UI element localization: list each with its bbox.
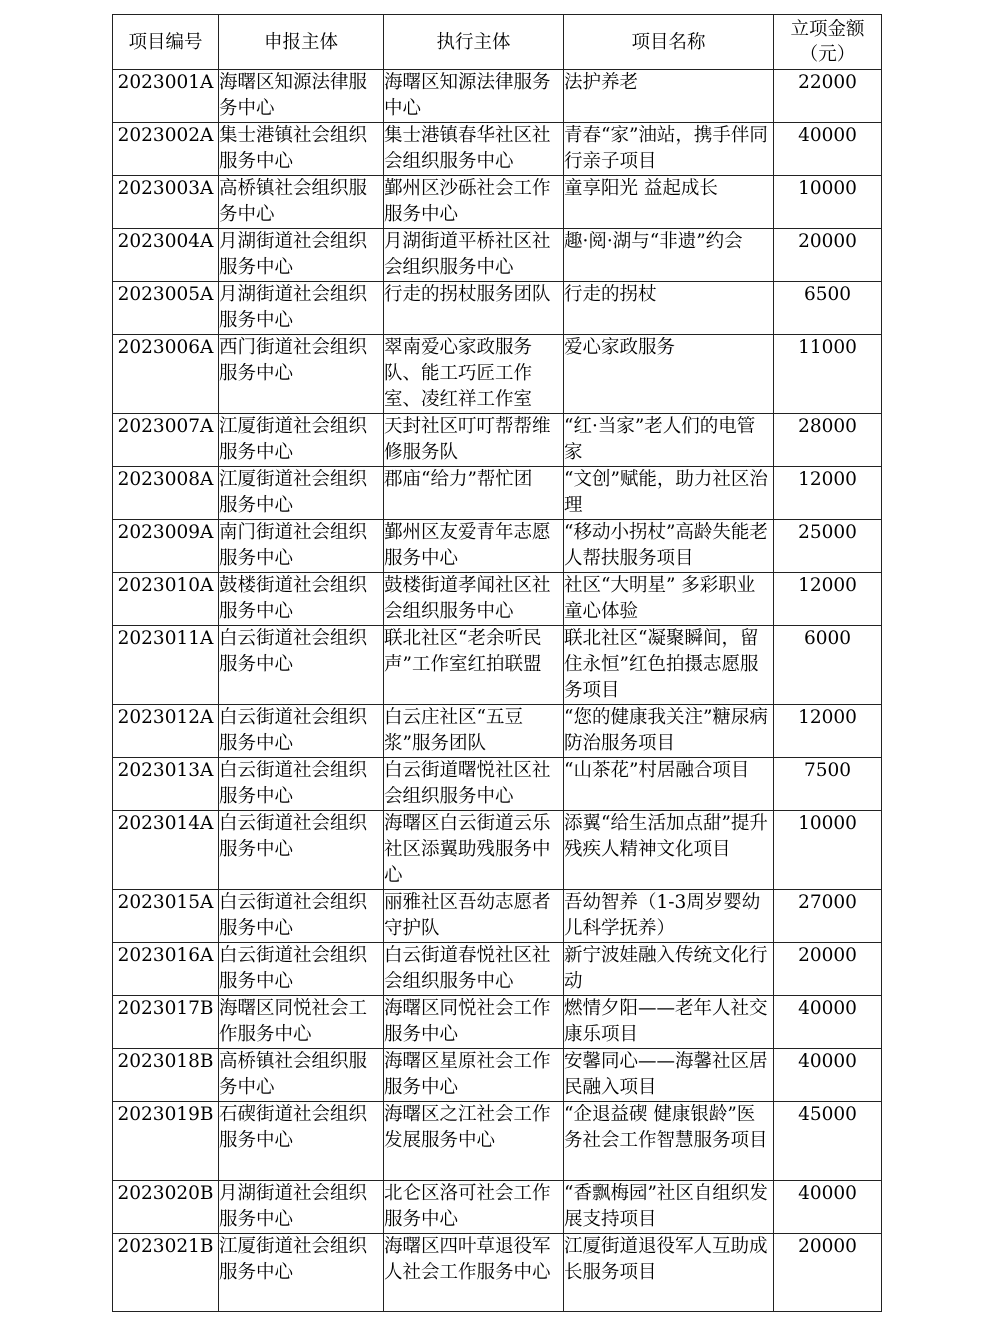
cell-project-code: 2023008A	[113, 467, 219, 520]
cell-applicant: 海曙区知源法律服务中心	[219, 70, 384, 123]
cell-project-name: “香飘梅园”社区自组织发展支持项目	[564, 1181, 774, 1234]
cell-project-name: 童享阳光 益起成长	[564, 176, 774, 229]
cell-project-name: “红·当家”老人们的电管家	[564, 414, 774, 467]
cell-executor: 北仑区洛可社会工作服务中心	[384, 1181, 564, 1234]
cell-project-name: 行走的拐杖	[564, 282, 774, 335]
cell-applicant: 集士港镇社会组织服务中心	[219, 123, 384, 176]
cell-project-code: 2023019B	[113, 1102, 219, 1181]
header-amount: 立项金额（元）	[774, 15, 882, 70]
cell-project-code: 2023013A	[113, 758, 219, 811]
table-row	[113, 943, 882, 996]
cell-executor: 鼓楼街道孝闻社区社会组织服务中心	[384, 573, 564, 626]
cell-executor: 海曙区知源法律服务中心	[384, 70, 564, 123]
cell-applicant: 白云街道社会组织服务中心	[219, 705, 384, 758]
table-row	[113, 1049, 882, 1102]
table-row	[113, 758, 882, 811]
table-row	[113, 414, 882, 467]
cell-project-code: 2023018B	[113, 1049, 219, 1102]
cell-project-code: 2023012A	[113, 705, 219, 758]
cell-executor: 行走的拐杖服务团队	[384, 282, 564, 335]
cell-applicant: 鼓楼街道社会组织服务中心	[219, 573, 384, 626]
cell-applicant: 西门街道社会组织服务中心	[219, 335, 384, 414]
cell-executor: 集士港镇春华社区社会组织服务中心	[384, 123, 564, 176]
table-row	[113, 996, 882, 1049]
cell-executor: 翠南爱心家政服务队、能工巧匠工作室、凌红祥工作室	[384, 335, 564, 414]
cell-project-name: 联北社区“凝聚瞬间，留住永恒”红色拍摄志愿服务项目	[564, 626, 774, 705]
cell-executor: 海曙区白云街道云乐社区添翼助残服务中心	[384, 811, 564, 890]
cell-project-code: 2023003A	[113, 176, 219, 229]
cell-amount: 6500	[774, 282, 882, 335]
cell-applicant: 白云街道社会组织服务中心	[219, 943, 384, 996]
cell-amount: 28000	[774, 414, 882, 467]
header-applicant: 申报主体	[219, 15, 384, 70]
cell-project-name: 燃情夕阳——老年人社交康乐项目	[564, 996, 774, 1049]
cell-applicant: 高桥镇社会组织服务中心	[219, 176, 384, 229]
cell-executor: 海曙区同悦社会工作服务中心	[384, 996, 564, 1049]
cell-project-name: 趣·阅·湖与“非遗”约会	[564, 229, 774, 282]
cell-project-name: “企退益碶 健康银龄”医务社会工作智慧服务项目	[564, 1102, 774, 1181]
cell-amount: 12000	[774, 573, 882, 626]
cell-project-code: 2023002A	[113, 123, 219, 176]
cell-project-code: 2023016A	[113, 943, 219, 996]
cell-amount: 27000	[774, 890, 882, 943]
table-row	[113, 467, 882, 520]
cell-project-code: 2023011A	[113, 626, 219, 705]
cell-project-code: 2023020B	[113, 1181, 219, 1234]
cell-amount: 10000	[774, 176, 882, 229]
cell-project-name: 法护养老	[564, 70, 774, 123]
cell-applicant: 南门街道社会组织服务中心	[219, 520, 384, 573]
cell-applicant: 海曙区同悦社会工作服务中心	[219, 996, 384, 1049]
cell-amount: 12000	[774, 467, 882, 520]
table-row	[113, 573, 882, 626]
cell-amount: 25000	[774, 520, 882, 573]
cell-amount: 7500	[774, 758, 882, 811]
table-row	[113, 176, 882, 229]
table-row	[113, 335, 882, 414]
header-row	[113, 15, 882, 70]
project-table	[112, 14, 882, 1312]
cell-amount: 10000	[774, 811, 882, 890]
cell-project-code: 2023004A	[113, 229, 219, 282]
cell-project-code: 2023017B	[113, 996, 219, 1049]
cell-executor: 白云街道曙悦社区社会组织服务中心	[384, 758, 564, 811]
table-row	[113, 1102, 882, 1181]
cell-executor: 鄞州区沙砾社会工作服务中心	[384, 176, 564, 229]
cell-project-code: 2023021B	[113, 1234, 219, 1312]
table-row	[113, 70, 882, 123]
cell-project-name: “移动小拐杖”高龄失能老人帮扶服务项目	[564, 520, 774, 573]
cell-project-name: 新宁波娃融入传统文化行动	[564, 943, 774, 996]
cell-applicant: 白云街道社会组织服务中心	[219, 890, 384, 943]
cell-project-code: 2023015A	[113, 890, 219, 943]
table-row	[113, 520, 882, 573]
cell-executor: 白云庄社区“五豆浆”服务团队	[384, 705, 564, 758]
table-row	[113, 282, 882, 335]
cell-executor: 月湖街道平桥社区社会组织服务中心	[384, 229, 564, 282]
cell-executor: 天封社区叮叮帮帮维修服务队	[384, 414, 564, 467]
table-row	[113, 705, 882, 758]
cell-project-name: 青春“家”油站，携手伴同行亲子项目	[564, 123, 774, 176]
table-row	[113, 1234, 882, 1312]
table-row	[113, 626, 882, 705]
cell-executor: 联北社区“老余听民声”工作室红拍联盟	[384, 626, 564, 705]
cell-amount: 40000	[774, 996, 882, 1049]
cell-project-code: 2023005A	[113, 282, 219, 335]
cell-executor: 郡庙“给力”帮忙团	[384, 467, 564, 520]
cell-project-name: 安馨同心——海馨社区居民融入项目	[564, 1049, 774, 1102]
cell-amount: 22000	[774, 70, 882, 123]
cell-applicant: 白云街道社会组织服务中心	[219, 758, 384, 811]
cell-applicant: 石碶街道社会组织服务中心	[219, 1102, 384, 1181]
cell-executor: 丽雅社区吾幼志愿者守护队	[384, 890, 564, 943]
table-row	[113, 1181, 882, 1234]
header-name: 项目名称	[564, 15, 774, 70]
cell-amount: 6000	[774, 626, 882, 705]
cell-applicant: 白云街道社会组织服务中心	[219, 626, 384, 705]
table-row	[113, 123, 882, 176]
cell-applicant: 高桥镇社会组织服务中心	[219, 1049, 384, 1102]
cell-executor: 海曙区星原社会工作服务中心	[384, 1049, 564, 1102]
cell-applicant: 白云街道社会组织服务中心	[219, 811, 384, 890]
cell-applicant: 月湖街道社会组织服务中心	[219, 282, 384, 335]
cell-applicant: 江厦街道社会组织服务中心	[219, 467, 384, 520]
cell-amount: 20000	[774, 943, 882, 996]
cell-applicant: 江厦街道社会组织服务中心	[219, 1234, 384, 1312]
cell-project-name: “山茶花”村居融合项目	[564, 758, 774, 811]
cell-project-name: 吾幼智养（1-3周岁婴幼儿科学抚养）	[564, 890, 774, 943]
cell-amount: 11000	[774, 335, 882, 414]
cell-applicant: 江厦街道社会组织服务中心	[219, 414, 384, 467]
cell-project-code: 2023001A	[113, 70, 219, 123]
cell-executor: 海曙区之江社会工作发展服务中心	[384, 1102, 564, 1181]
cell-project-code: 2023014A	[113, 811, 219, 890]
cell-amount: 40000	[774, 1181, 882, 1234]
header-code: 项目编号	[113, 15, 219, 70]
cell-amount: 45000	[774, 1102, 882, 1181]
cell-applicant: 月湖街道社会组织服务中心	[219, 1181, 384, 1234]
cell-project-code: 2023010A	[113, 573, 219, 626]
cell-project-name: “文创”赋能，助力社区治理	[564, 467, 774, 520]
cell-executor: 白云街道春悦社区社会组织服务中心	[384, 943, 564, 996]
header-executor: 执行主体	[384, 15, 564, 70]
cell-applicant: 月湖街道社会组织服务中心	[219, 229, 384, 282]
cell-project-name: “您的健康我关注”糖尿病防治服务项目	[564, 705, 774, 758]
cell-project-code: 2023006A	[113, 335, 219, 414]
cell-project-name: 添翼“给生活加点甜”提升残疾人精神文化项目	[564, 811, 774, 890]
cell-project-code: 2023007A	[113, 414, 219, 467]
cell-amount: 20000	[774, 229, 882, 282]
cell-project-name: 爱心家政服务	[564, 335, 774, 414]
cell-amount: 40000	[774, 123, 882, 176]
cell-amount: 20000	[774, 1234, 882, 1312]
cell-executor: 鄞州区友爱青年志愿服务中心	[384, 520, 564, 573]
table-row	[113, 890, 882, 943]
cell-executor: 海曙区四叶草退役军人社会工作服务中心	[384, 1234, 564, 1312]
cell-project-name: 江厦街道退役军人互助成长服务项目	[564, 1234, 774, 1312]
cell-amount: 40000	[774, 1049, 882, 1102]
table-row	[113, 811, 882, 890]
cell-project-name: 社区“大明星” 多彩职业童心体验	[564, 573, 774, 626]
cell-amount: 12000	[774, 705, 882, 758]
cell-project-code: 2023009A	[113, 520, 219, 573]
table-row	[113, 229, 882, 282]
